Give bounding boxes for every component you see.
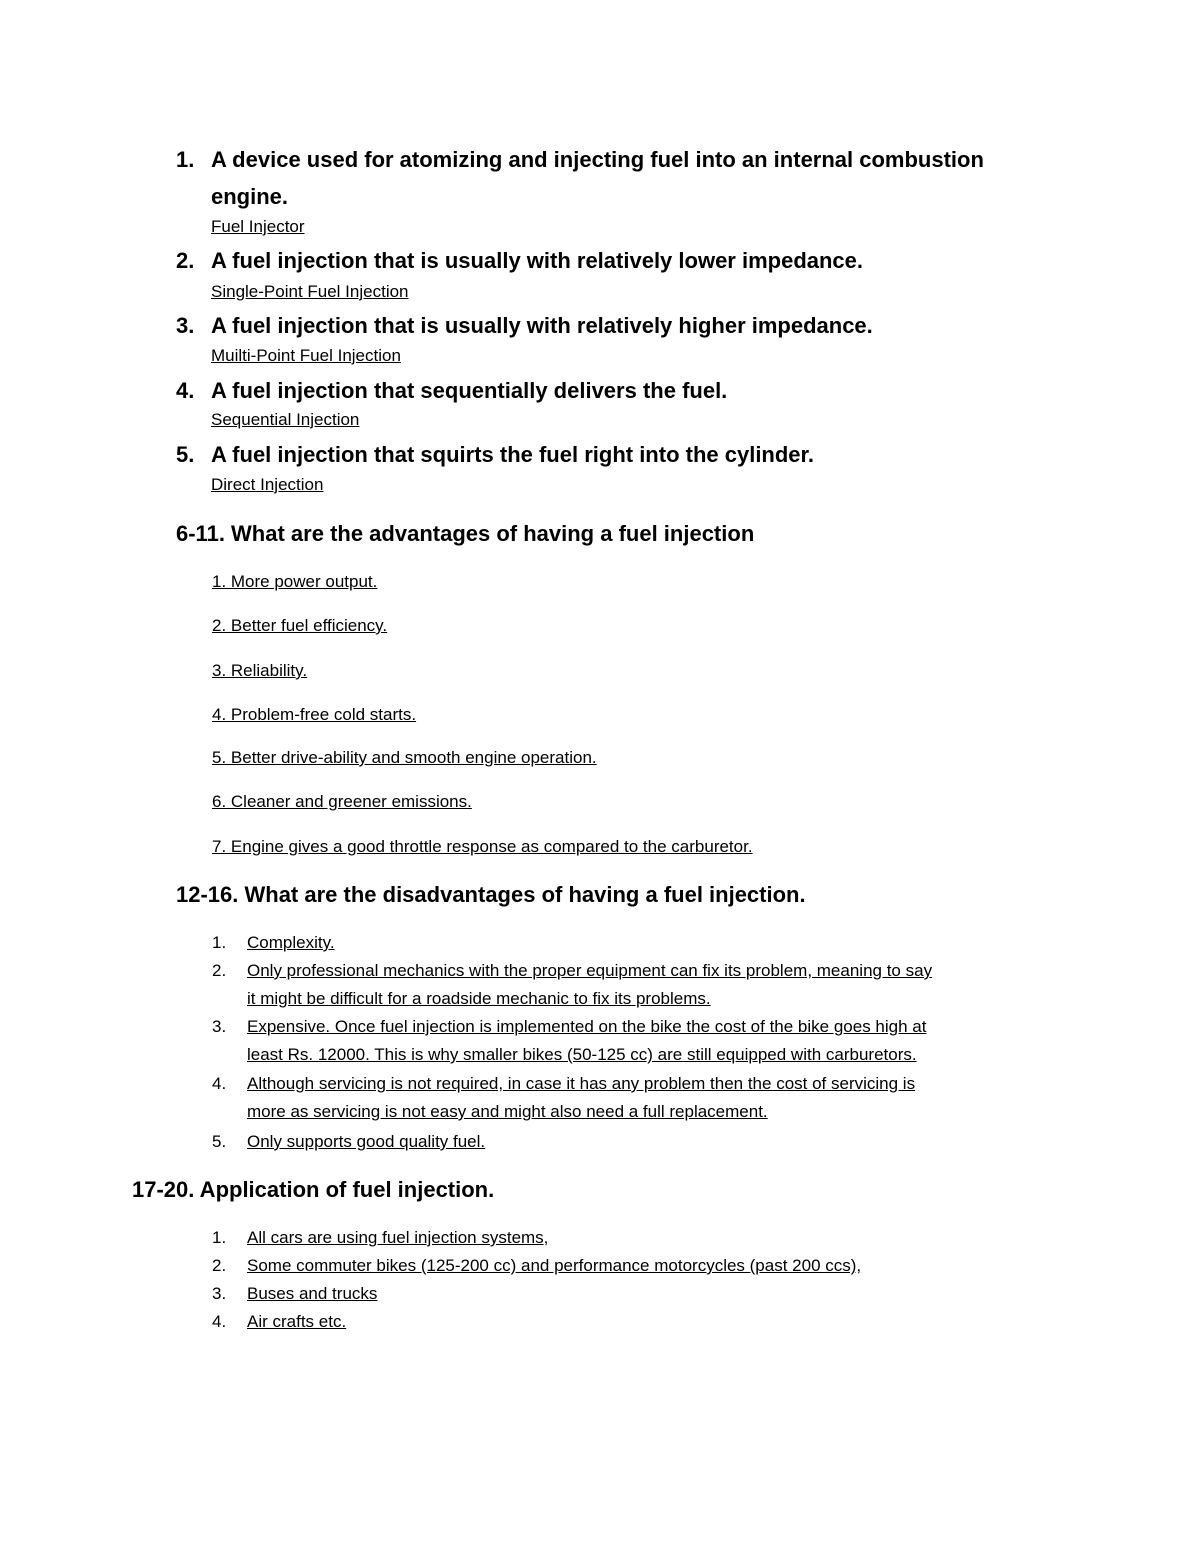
question-text: A fuel injection that is usually with relatively lower impedance. (211, 248, 864, 273)
question-number: 1. (176, 147, 195, 172)
application-number: 2. (212, 1256, 227, 1275)
disadvantage-text-continued: least Rs. 12000. This is why smaller bikes (50-125 cc) are still equipped with carburetors. (247, 1045, 917, 1064)
disadvantage-text-continued: it might be difficult for a roadside mechanic to fix its problems. (247, 989, 711, 1008)
question-number: 5. (176, 442, 195, 467)
disadvantage-text: Only supports good quality fuel. (247, 1132, 486, 1151)
application-number: 3. (212, 1284, 227, 1303)
application-text: Buses and trucks (247, 1284, 378, 1303)
disadvantage-number: 5. (212, 1132, 227, 1151)
disadvantage-text: Although servicing is not required, in case it has any problem then the cost of servicing is (247, 1074, 916, 1093)
advantages-heading: 6-11. What are the advantages of having a fuel injection (176, 521, 755, 546)
disadvantages-heading: 12-16. What are the disadvantages of having a fuel injection. (176, 882, 806, 907)
question-text: A fuel injection that squirts the fuel right into the cylinder. (211, 442, 815, 467)
question-number: 3. (176, 313, 195, 338)
question-text: A fuel injection that sequentially delivers the fuel. (211, 378, 728, 403)
disadvantage-text: Complexity. (247, 933, 335, 952)
question-text: A device used for atomizing and injecting fuel into an internal combustion (211, 147, 984, 172)
disadvantage-text: Only professional mechanics with the proper equipment can fix its problem, meaning to say (247, 961, 933, 980)
advantage-item: 6. Cleaner and greener emissions. (212, 792, 472, 811)
question-text-continued: engine. (211, 184, 289, 209)
disadvantage-number: 3. (212, 1017, 227, 1036)
advantage-item: 4. Problem-free cold starts. (212, 705, 417, 724)
advantage-item: 5. Better drive-ability and smooth engine operation. (212, 748, 597, 767)
disadvantage-number: 2. (212, 961, 227, 980)
advantage-item: 1. More power output. (212, 572, 378, 591)
question-answer: Sequential Injection (211, 410, 360, 429)
question-answer: Fuel Injector (211, 217, 305, 236)
disadvantage-number: 1. (212, 933, 227, 952)
question-number: 2. (176, 248, 195, 273)
advantage-item: 7. Engine gives a good throttle response as compared to the carburetor. (212, 837, 753, 856)
disadvantage-number: 4. (212, 1074, 227, 1093)
applications-heading: 17-20. Application of fuel injection. (132, 1177, 495, 1202)
question-text: A fuel injection that is usually with relatively higher impedance. (211, 313, 873, 338)
advantage-item: 3. Reliability. (212, 661, 308, 680)
question-number: 4. (176, 378, 195, 403)
application-text: All cars are using fuel injection systems, (247, 1228, 549, 1247)
disadvantage-text: Expensive. Once fuel injection is implemented on the bike the cost of the bike goes high at (247, 1017, 927, 1036)
question-answer: Muilti-Point Fuel Injection (211, 346, 401, 365)
question-answer: Direct Injection (211, 475, 324, 494)
advantage-item: 2. Better fuel efficiency. (212, 616, 388, 635)
application-number: 4. (212, 1312, 227, 1331)
application-text: Air crafts etc. (247, 1312, 347, 1331)
disadvantage-text-continued: more as servicing is not easy and might also need a full replacement. (247, 1102, 768, 1121)
application-text: Some commuter bikes (125-200 cc) and performance motorcycles (past 200 ccs), (247, 1256, 862, 1275)
application-number: 1. (212, 1228, 227, 1247)
question-answer: Single-Point Fuel Injection (211, 282, 409, 301)
